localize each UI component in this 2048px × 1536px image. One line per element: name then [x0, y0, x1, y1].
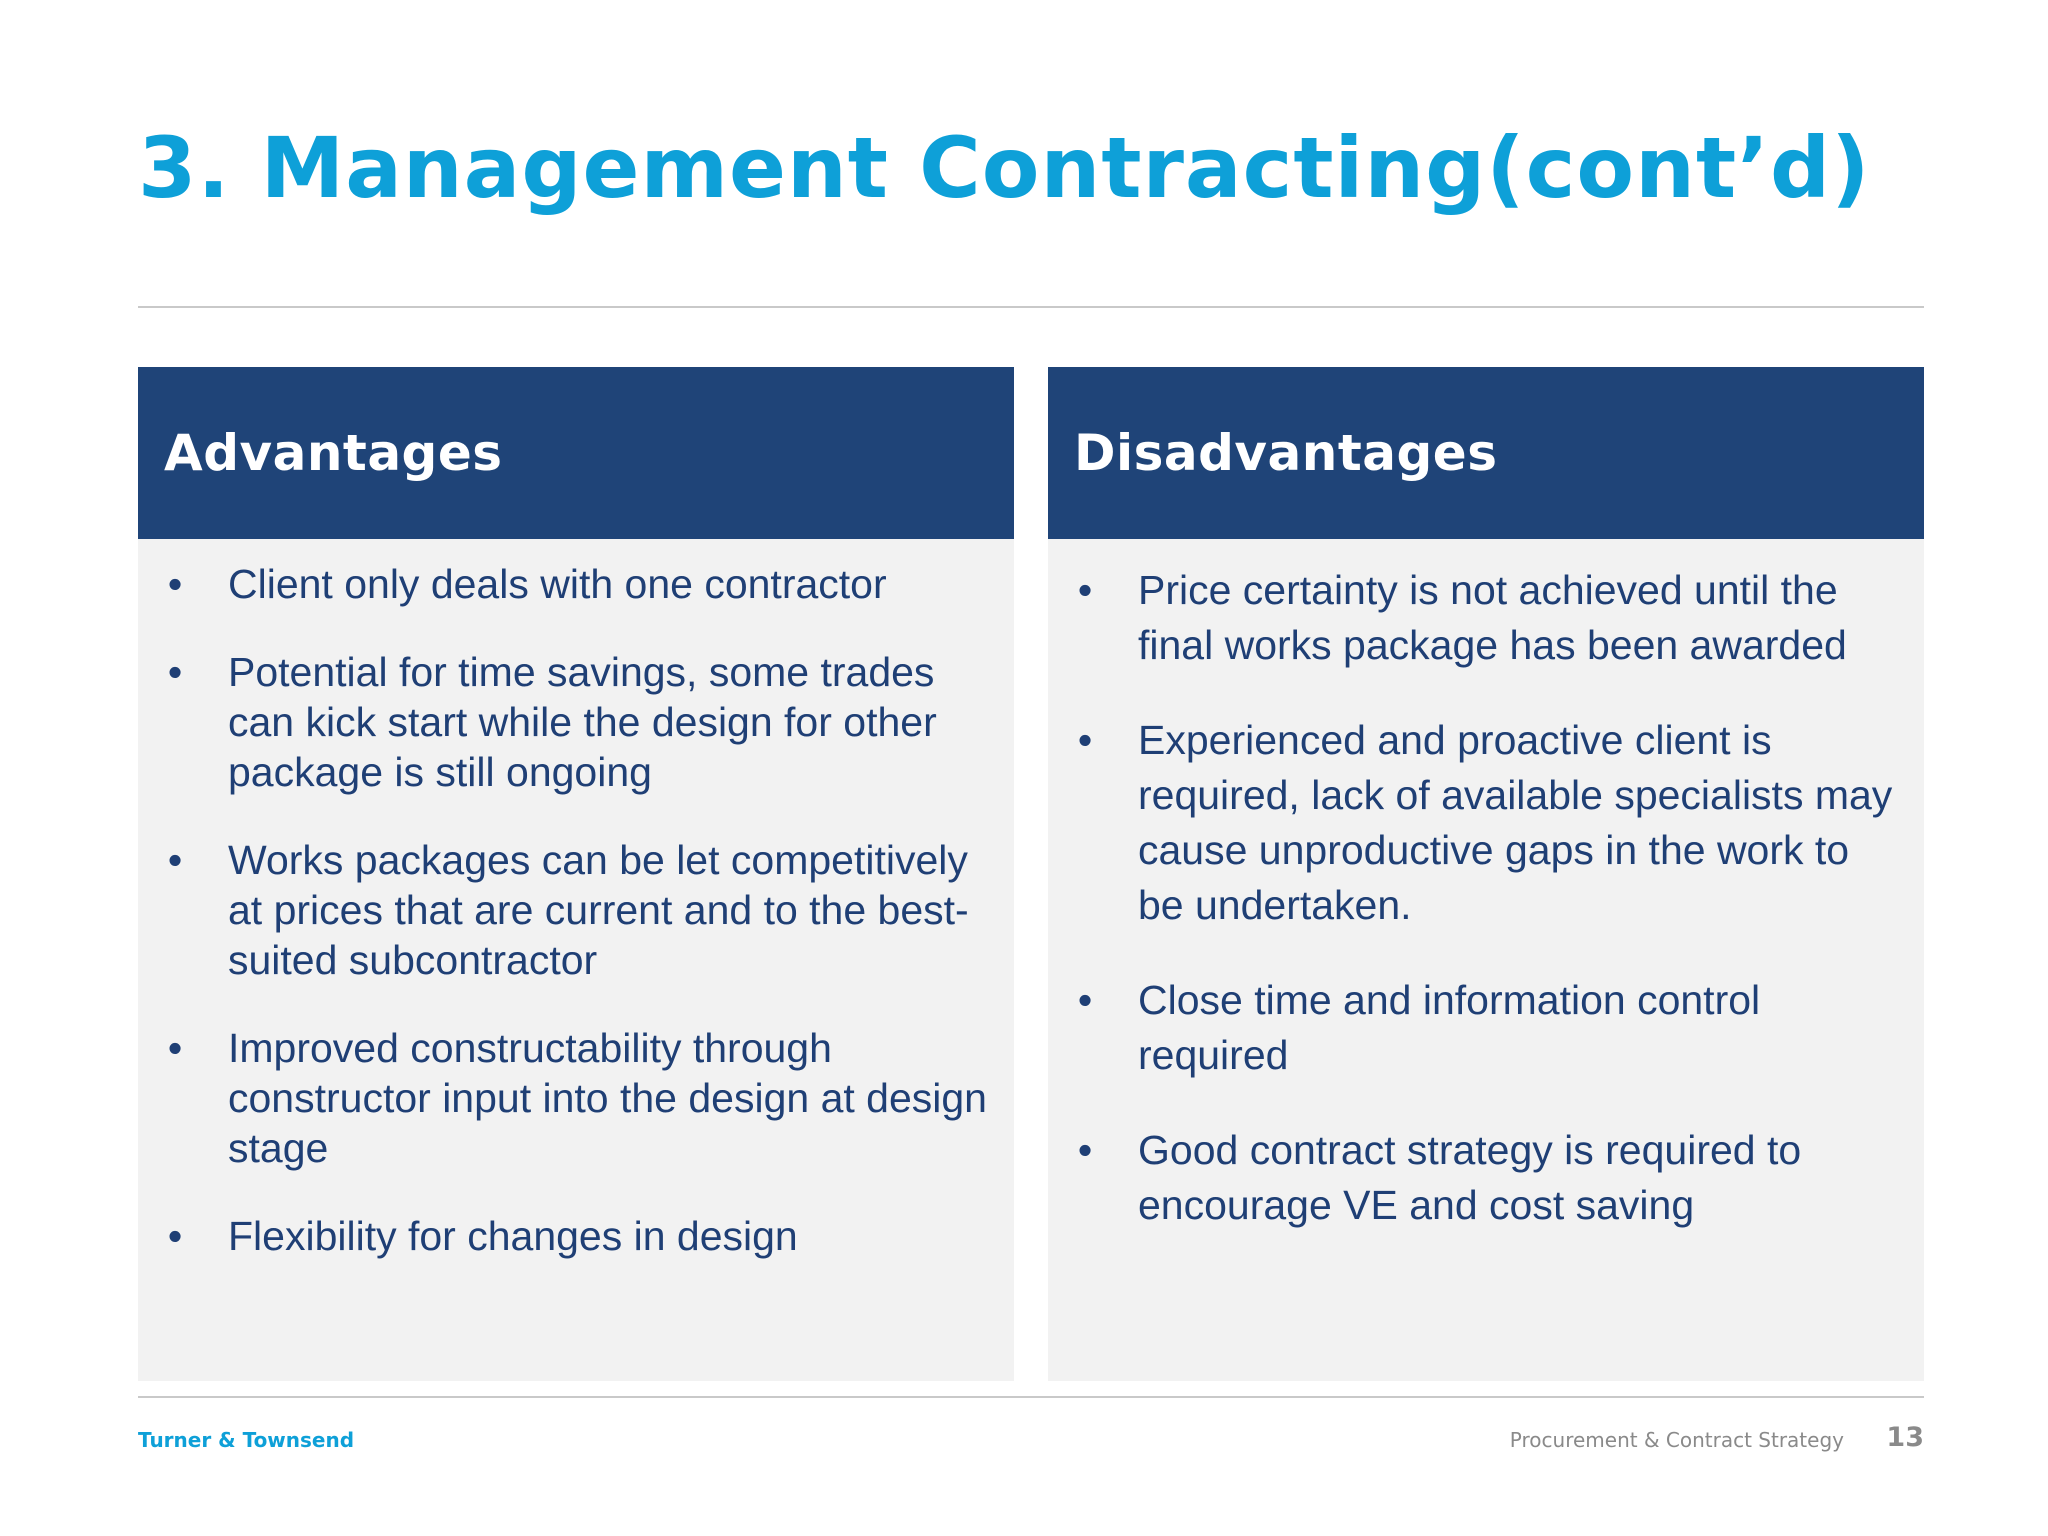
bullet-icon: • — [1077, 1127, 1093, 1173]
list-item — [138, 835, 1014, 985]
bullet-icon: • — [1077, 567, 1093, 613]
bullet-icon: • — [167, 561, 183, 607]
advantages-panel — [138, 367, 1014, 1381]
bullet-icon: • — [1077, 977, 1093, 1023]
list-item — [1048, 713, 1924, 933]
list-item-text: Client only deals with one contractor — [228, 561, 887, 607]
advantages-heading: Advantages — [164, 424, 503, 482]
bullet-icon: • — [167, 649, 183, 695]
page-number: 13 — [1886, 1422, 1924, 1453]
list-item — [138, 1211, 1014, 1261]
list-item-text: Flexibility for changes in design — [228, 1213, 798, 1259]
bullet-icon: • — [1077, 717, 1093, 763]
list-item-text: Experienced and proactive client is required, lack of available specialists may cause unproductive gaps in the work to be undertaken. — [1138, 717, 1893, 928]
slide-title: 3. Management Contracting(cont’d) — [138, 119, 1871, 217]
list-item-text: Close time and information control required — [1138, 977, 1761, 1078]
list-item-text: Potential for time savings, some trades can kick start while the design for other package is still ongoing — [228, 649, 937, 795]
disadvantages-list — [1048, 539, 1924, 1233]
disadvantages-heading: Disadvantages — [1074, 424, 1498, 482]
bullet-icon: • — [167, 1213, 183, 1259]
advantages-list — [138, 539, 1014, 1261]
list-item — [138, 1023, 1014, 1173]
list-item — [138, 647, 1014, 797]
title-divider — [138, 306, 1924, 308]
advantages-header — [138, 367, 1014, 539]
footer-caption: Procurement & Contract Strategy — [1509, 1428, 1844, 1452]
disadvantages-panel — [1048, 367, 1924, 1381]
bullet-icon: • — [167, 837, 183, 883]
list-item-text: Price certainty is not achieved until the final works package has been awarded — [1138, 567, 1847, 668]
list-item — [1048, 1123, 1924, 1233]
list-item — [1048, 973, 1924, 1083]
list-item-text: Improved constructability through constructor input into the design at design stage — [228, 1025, 987, 1171]
bullet-icon: • — [167, 1025, 183, 1071]
list-item-text: Works packages can be let competitively at prices that are current and to the best-suited subcontractor — [228, 837, 969, 983]
footer-brand: Turner & Townsend — [138, 1428, 355, 1452]
list-item — [138, 559, 1014, 609]
list-item-text: Good contract strategy is required to encourage VE and cost saving — [1138, 1127, 1802, 1228]
footer-divider — [138, 1396, 1924, 1398]
disadvantages-header — [1048, 367, 1924, 539]
list-item — [1048, 563, 1924, 673]
